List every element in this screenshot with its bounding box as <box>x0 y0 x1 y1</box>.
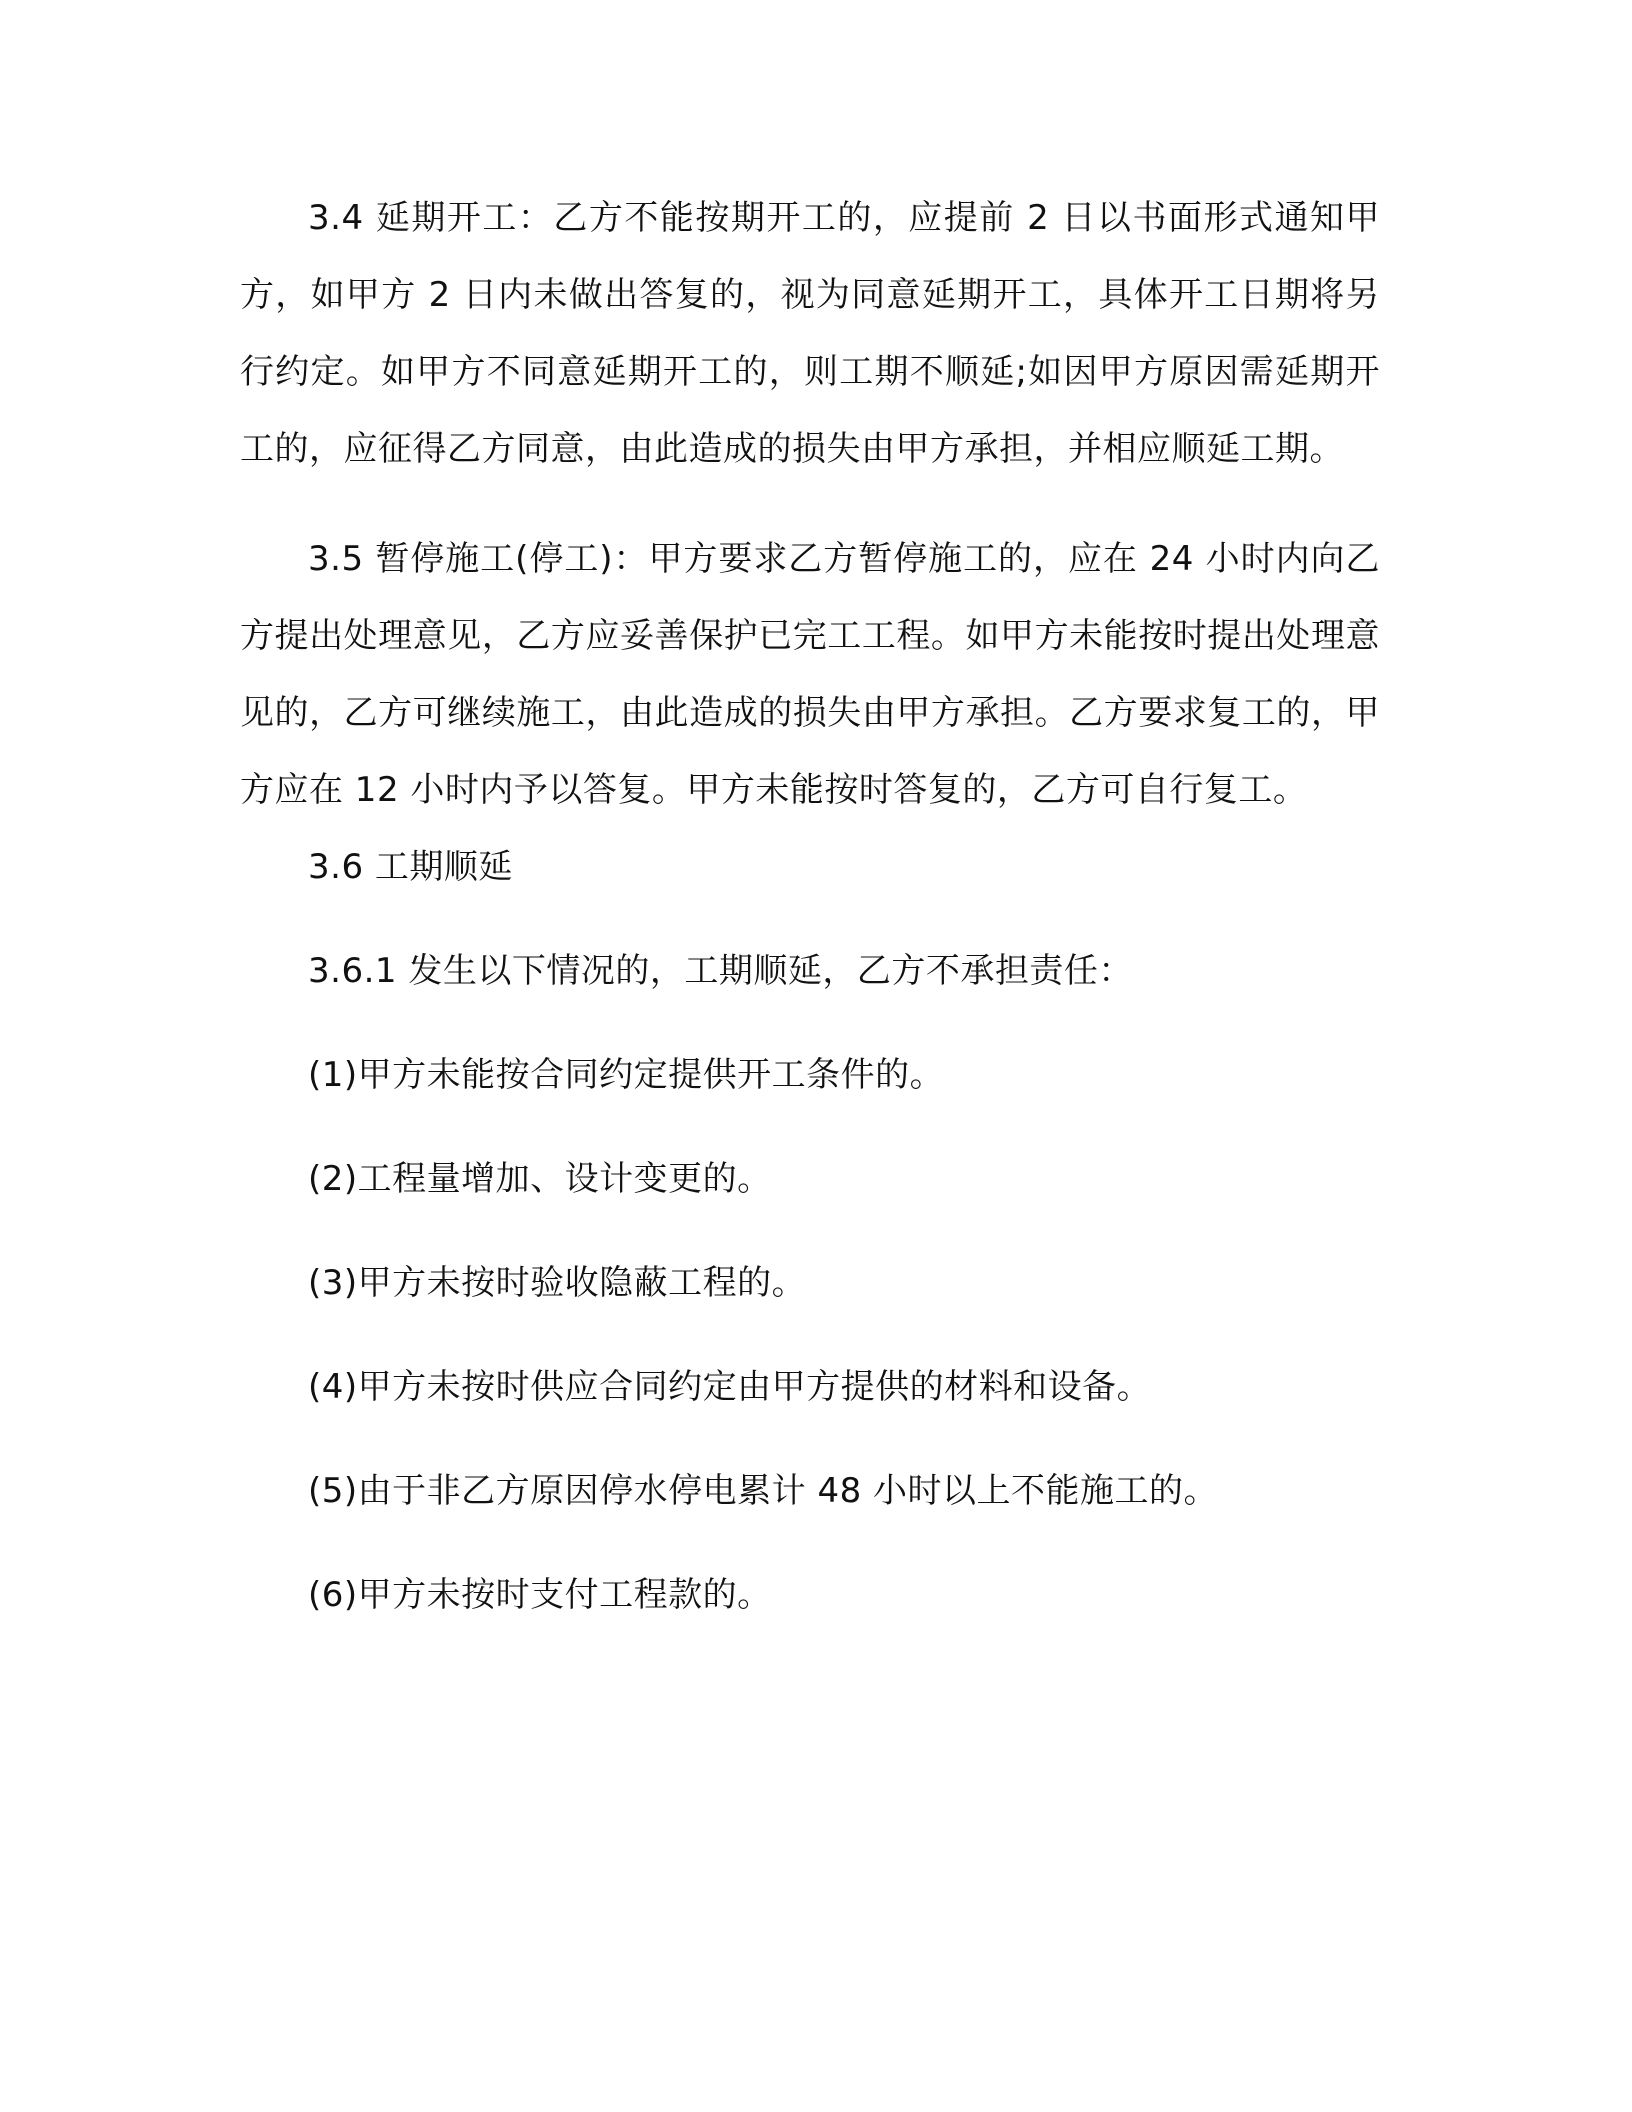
list-item: (6)甲方未按时支付工程款的。 <box>308 1575 772 1615</box>
paragraph-3-5: 3.5 暂停施工(停工)：甲方要求乙方暂停施工的，应在 24 小时内向乙方提出处理意见，乙方应妥善保护已完工工程。如甲方未能按时提出处理意见的，乙方可继续施工，由此造成的损失由甲方承担。乙方要求复工的，甲方应在 12 小时内予以答复。甲方未能按时答复的，乙方可自行复工。 <box>240 539 1380 810</box>
list-item: (3)甲方未按时验收隐蔽工程的。 <box>308 1263 807 1303</box>
document-page <box>240 180 1380 1634</box>
paragraph-3-6-1: 3.6.1 发生以下情况的，工期顺延，乙方不承担责任： <box>308 951 1133 991</box>
list-item: (5)由于非乙方原因停水停电累计 48 小时以上不能施工的。 <box>308 1471 1219 1511</box>
list-item: (1)甲方未能按合同约定提供开工条件的。 <box>308 1055 945 1095</box>
list-item: (4)甲方未按时供应合同约定由甲方提供的材料和设备。 <box>308 1367 1152 1407</box>
paragraph-3-4: 3.4 延期开工：乙方不能按期开工的，应提前 2 日以书面形式通知甲方，如甲方 2 日内未做出答复的，视为同意延期开工，具体开工日期将另行约定。如甲方不同意延期开工的，则工期不顺延;如因甲方原因需延期开工的，应征得乙方同意，由此造成的损失由甲方承担，并相应顺延工期。 <box>240 198 1380 469</box>
section-heading-3-6: 3.6 工期顺延 <box>308 847 513 887</box>
list-item: (2)工程量增加、设计变更的。 <box>308 1159 772 1199</box>
